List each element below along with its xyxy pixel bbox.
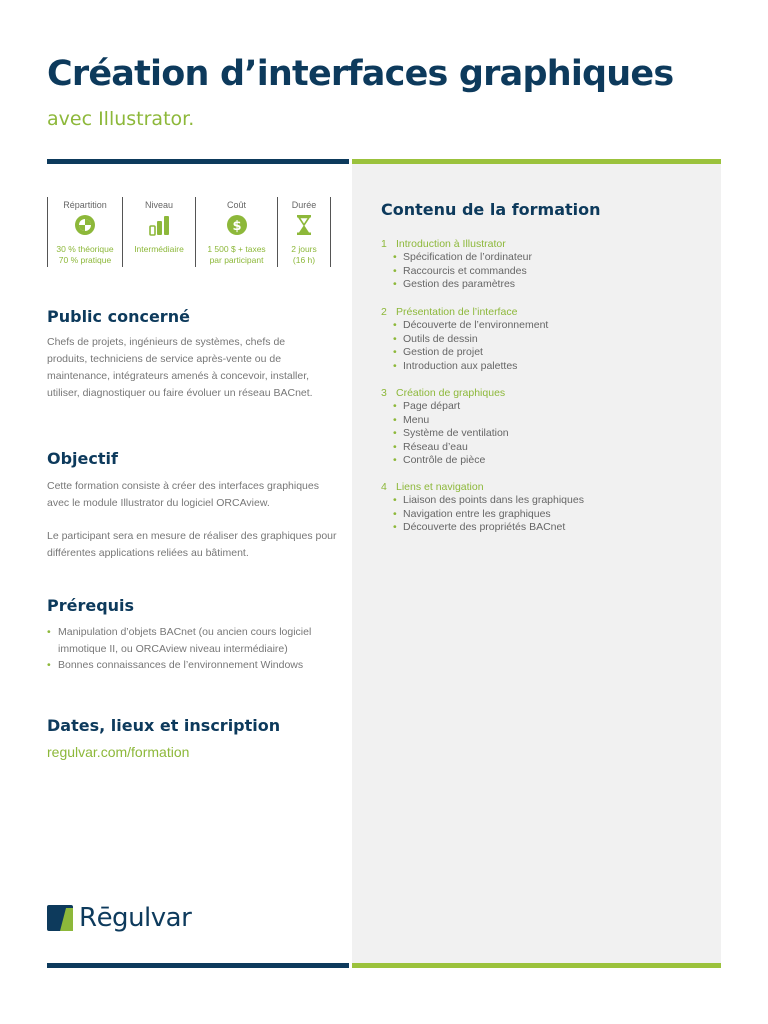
info-value-line: 1 500 $ + taxes: [207, 244, 266, 254]
objectif-text-1: Cette formation consiste à créer des interfaces graphiques avec le module Illustrator du logiciel ORCAview.: [47, 480, 319, 509]
info-value-line: (16 h): [292, 255, 316, 265]
pie-chart-icon: [74, 214, 96, 236]
top-divider-navy: [47, 159, 349, 164]
bottom-divider-green: [352, 963, 721, 968]
list-item: • Système de ventilation: [393, 427, 509, 441]
contenu-heading: Contenu de la formation: [381, 200, 601, 219]
list-item: • Page départ: [393, 400, 509, 414]
list-item: • Découverte de l’environnement: [393, 319, 548, 333]
toc-section-title: 4 Liens et navigation: [381, 481, 484, 493]
page-title: Création d’interfaces graphiques: [47, 54, 674, 94]
toc-section-1: [381, 237, 532, 292]
info-label: Répartition: [63, 200, 107, 210]
prerequis-heading: Prérequis: [47, 596, 135, 615]
list-item: • Spécification de l’ordinateur: [393, 251, 532, 265]
list-item: • Gestion des paramètres: [393, 278, 532, 292]
toc-section-title: 3 Création de graphiques: [381, 387, 506, 399]
info-value-line: 70 % pratique: [58, 255, 112, 265]
list-item: • Liaison des points dans les graphiques: [393, 494, 584, 508]
info-duree: [278, 197, 331, 267]
hourglass-icon: [293, 214, 315, 236]
list-item: • Découverte des propriétés BACnet: [393, 521, 584, 535]
toc-section-title: 1 Introduction à Illustrator: [381, 238, 506, 250]
dollar-coin-icon: [226, 214, 248, 236]
list-item: • Bonnes connaissances de l’environnement Windows: [47, 657, 332, 674]
info-label: Durée: [291, 200, 317, 210]
info-value-line: Intermédiaire: [134, 244, 184, 254]
public-heading: Public concerné: [47, 307, 190, 326]
info-label: Coût: [226, 200, 246, 210]
list-item: • Manipulation d’objets BACnet (ou ancien cours logiciel immotique II, ou ORCAview niveau intermédiaire): [47, 624, 332, 657]
dates-heading: Dates, lieux et inscription: [47, 716, 281, 735]
objectif-heading: Objectif: [47, 449, 118, 468]
toc-items: [381, 400, 509, 468]
toc-section-4: [381, 480, 584, 535]
info-value-line: 2 jours: [291, 244, 317, 254]
list-item: • Introduction aux palettes: [393, 360, 548, 374]
toc-section-3: [381, 386, 509, 468]
level-bars-icon: [148, 214, 170, 236]
info-value-line: par participant: [209, 255, 264, 265]
info-value-line: 30 % théorique: [56, 244, 114, 254]
svg-text:$: $: [231, 219, 242, 234]
list-item: • Navigation entre les graphiques: [393, 508, 584, 522]
toc-section-title: 2 Présentation de l’interface: [381, 306, 518, 318]
list-item: • Gestion de projet: [393, 346, 548, 360]
registration-link[interactable]: regulvar.com/formation: [47, 744, 190, 760]
list-item: • Contrôle de pièce: [393, 454, 509, 468]
list-item: • Raccourcis et commandes: [393, 265, 532, 279]
info-repartition: [47, 197, 123, 267]
list-item: • Réseau d’eau: [393, 441, 509, 455]
info-niveau: [123, 197, 196, 267]
bottom-divider-navy: [47, 963, 349, 968]
public-text: Chefs de projets, ingénieurs de systèmes, chefs de produits, techniciens de service après-vente ou de maintenance, intégrateurs amenés à concevoir, installer, utiliser, diagnostiquer ou faire évoluer un réseau BACnet.: [47, 336, 313, 399]
page-subtitle: avec Illustrator.: [47, 108, 195, 130]
list-item: • Outils de dessin: [393, 333, 548, 347]
regulvar-mark-icon: [47, 905, 73, 931]
toc-items: [381, 494, 584, 535]
logo-text: Rēgulvar: [79, 903, 192, 933]
objectif-text-2: Le participant sera en mesure de réaliser des graphiques pour différentes applications reliées au bâtiment.: [47, 530, 337, 559]
toc-items: [381, 319, 548, 373]
regulvar-logo: [47, 903, 191, 933]
toc-section-2: [381, 305, 548, 373]
prerequis-list: [47, 624, 332, 674]
info-label: Niveau: [144, 200, 173, 210]
info-cout: [196, 197, 278, 267]
list-item: • Menu: [393, 414, 509, 428]
toc-items: [381, 251, 532, 292]
